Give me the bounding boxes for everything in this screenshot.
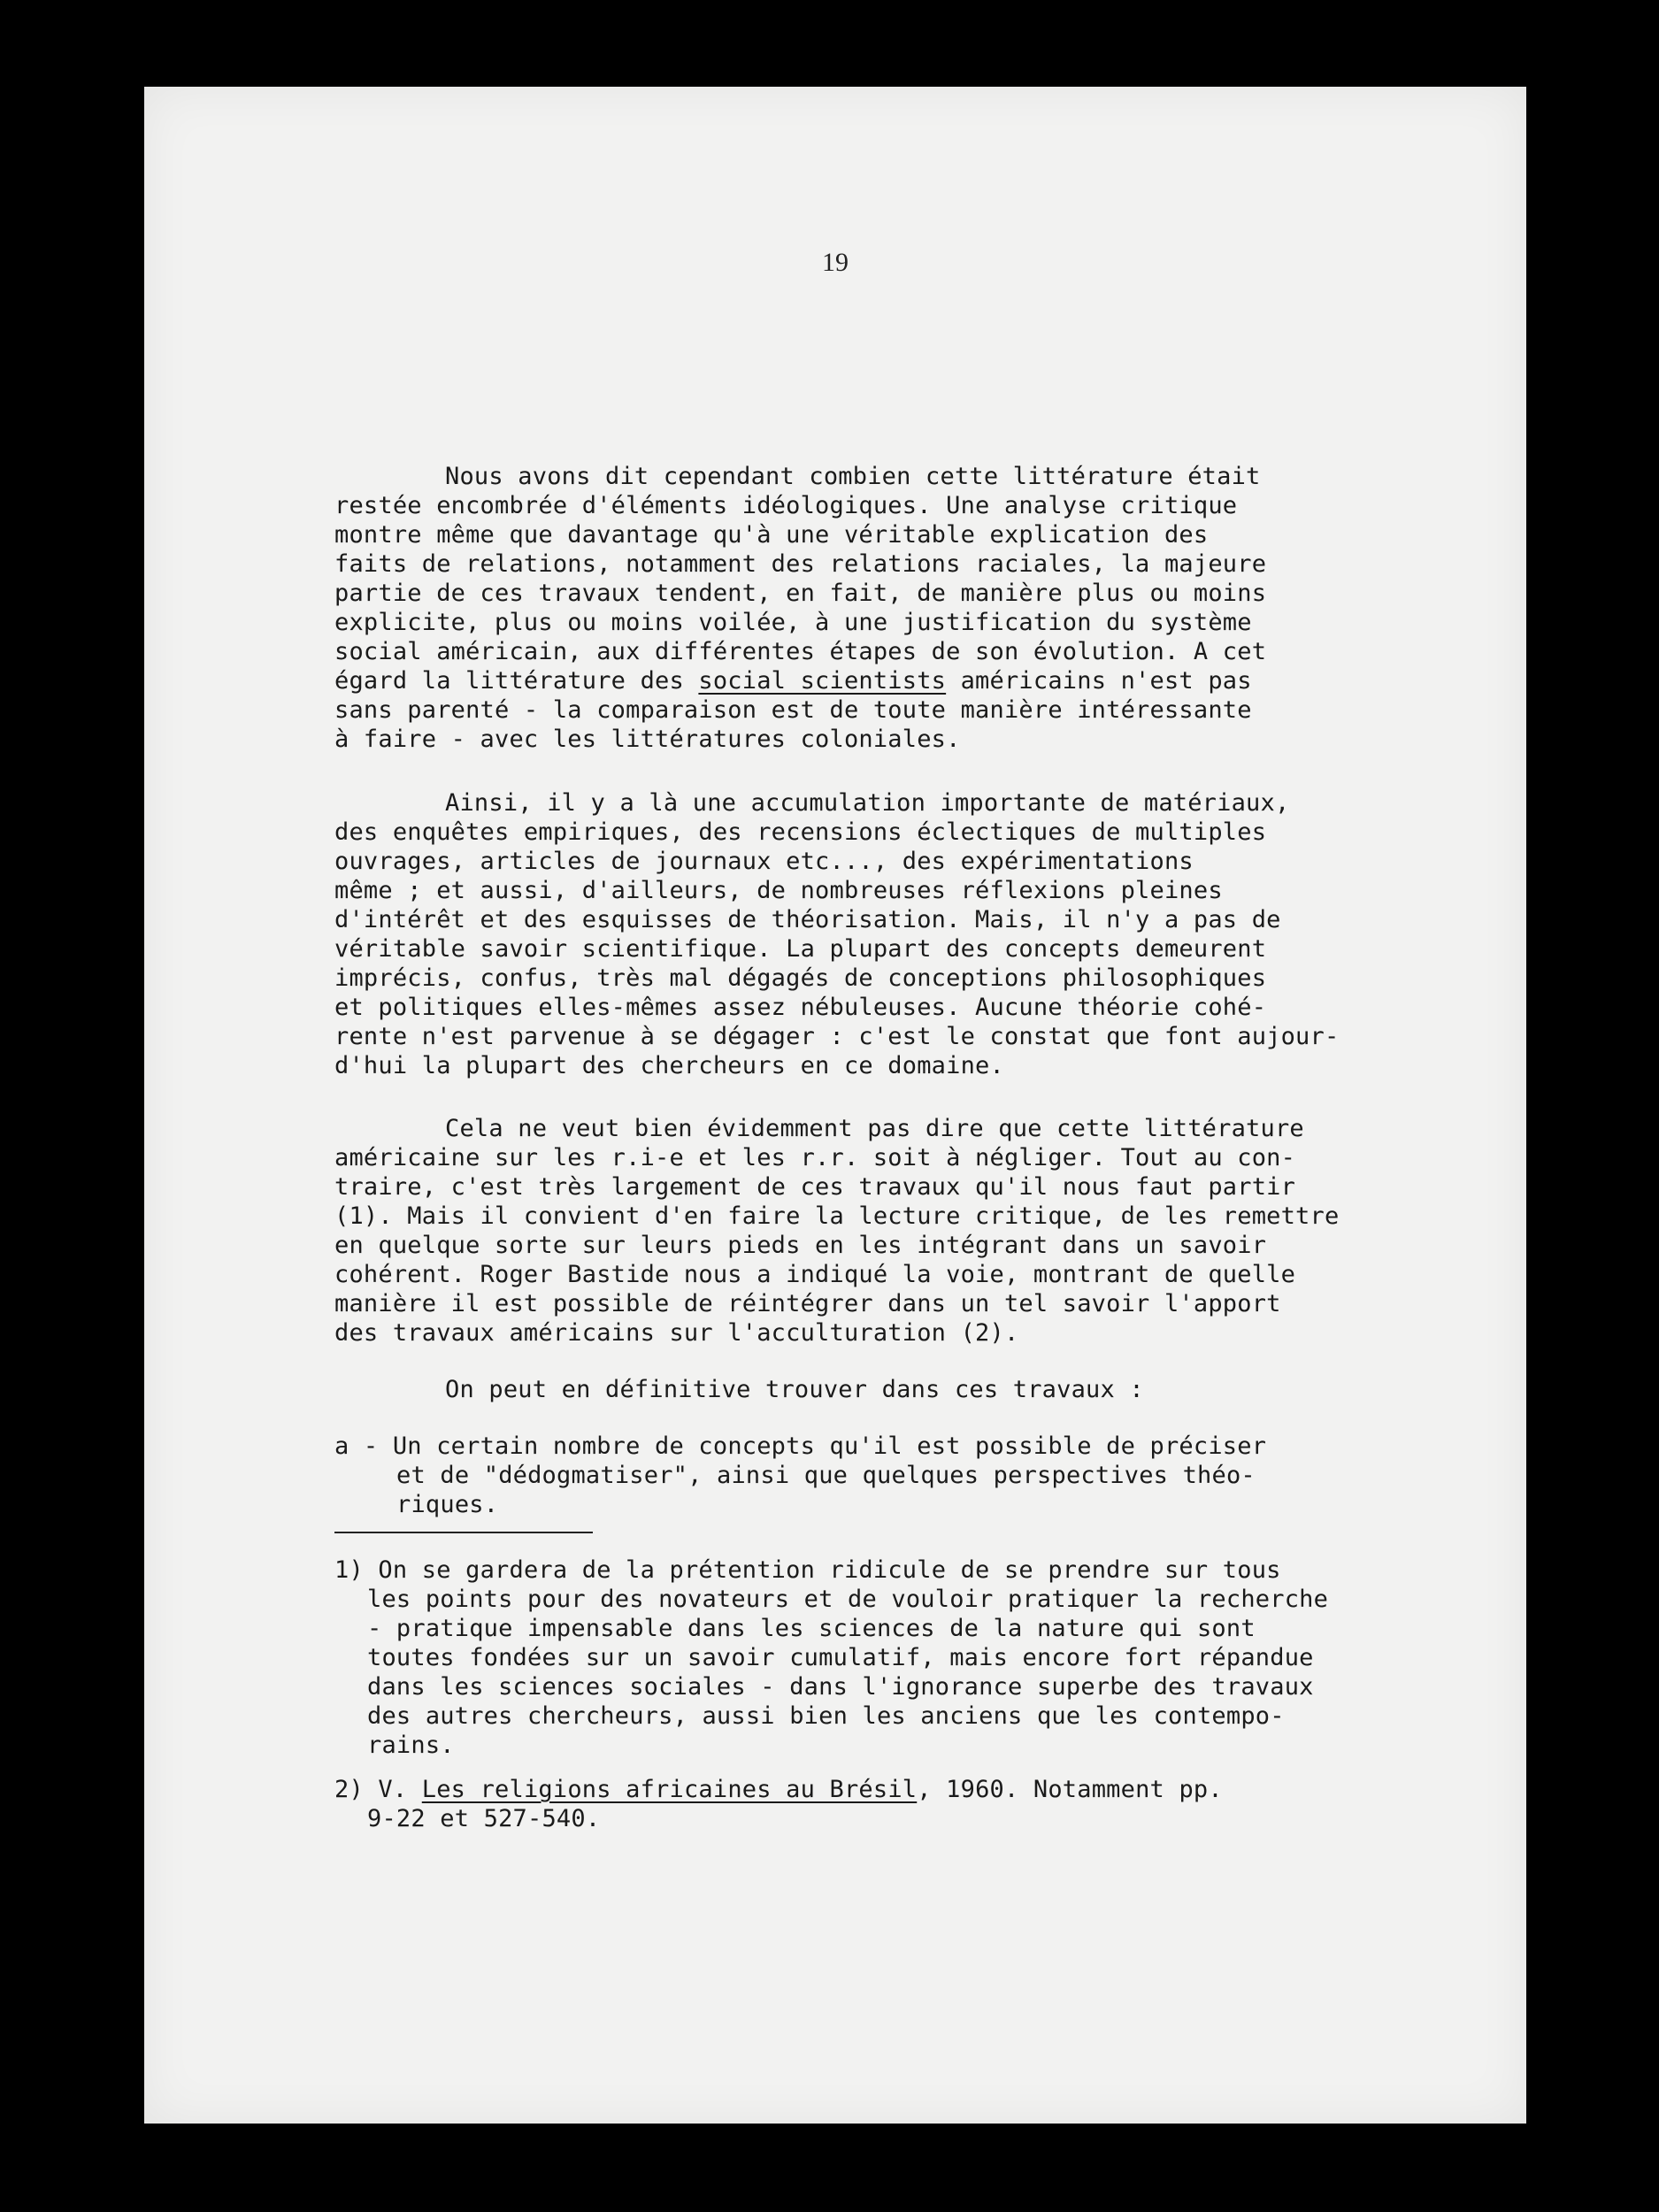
underlined-term: social scientists xyxy=(698,667,947,695)
paragraph-line: d'intérêt et des esquisses de théorisation. Mais, il n'y a pas de xyxy=(334,906,1281,933)
paragraph-line: américaine sur les r.i-e et les r.r. soit à négliger. Tout au con- xyxy=(334,1144,1296,1171)
paragraph-line: restée encombrée d'éléments idéologiques. Une analyse critique xyxy=(334,492,1238,519)
line-part: égard la littérature des xyxy=(334,667,699,695)
paragraph-line: faits de relations, notamment des relations raciales, la majeure xyxy=(334,550,1267,578)
paragraph-line: rente n'est parvenue à se dégager : c'est le constat que font aujour- xyxy=(334,1023,1340,1050)
paragraph-line: Ainsi, il y a là une accumulation importante de matériaux, xyxy=(445,789,1290,817)
page-number: 19 xyxy=(822,248,849,277)
list-item-a xyxy=(334,1432,1485,1519)
paragraph-line xyxy=(334,666,1485,695)
footnote-line: - pratique impensable dans les sciences de la nature qui sont xyxy=(367,1615,1256,1642)
list-item-text: Un certain nombre de concepts qu'il est possible de préciser xyxy=(392,1432,1267,1460)
list-marker: a - xyxy=(334,1432,379,1460)
list-item-line: riques. xyxy=(396,1491,499,1518)
footnote-line: 9-22 et 527-540. xyxy=(367,1805,601,1832)
footnote-1 xyxy=(334,1555,1485,1760)
paragraph-2 xyxy=(334,788,1485,1080)
footnote-separator xyxy=(334,1532,593,1533)
paragraph-line: On peut en définitive trouver dans ces travaux : xyxy=(445,1376,1144,1403)
footnote-text: , 1960. Notamment pp. xyxy=(917,1776,1223,1803)
footnote-line: dans les sciences sociales - dans l'ignorance superbe des travaux xyxy=(367,1673,1314,1701)
paragraph-line: Cela ne veut bien évidemment pas dire que cette littérature xyxy=(445,1115,1304,1142)
paragraph-line: partie de ces travaux tendent, en fait, de manière plus ou moins xyxy=(334,580,1267,607)
document-page xyxy=(144,87,1526,2124)
paragraph-line: d'hui la plupart des chercheurs en ce domaine. xyxy=(334,1052,1004,1079)
paragraph-line: explicite, plus ou moins voilée, à une justification du système xyxy=(334,609,1252,636)
list-item-line: et de "dédogmatiser", ainsi que quelques perspectives théo- xyxy=(396,1462,1256,1489)
paragraph-line: (1). Mais il convient d'en faire la lecture critique, de les remettre xyxy=(334,1202,1340,1230)
footnote-line xyxy=(334,1555,1485,1585)
paragraph-line: et politiques elles-mêmes assez nébuleuses. Aucune théorie cohé- xyxy=(334,994,1267,1021)
footnote-line: toutes fondées sur un savoir cumulatif, mais encore fort répandue xyxy=(367,1644,1314,1671)
paragraph-line: à faire - avec les littératures coloniales. xyxy=(334,726,961,753)
list-item-line xyxy=(334,1432,1485,1461)
paragraph-3 xyxy=(334,1114,1485,1348)
paragraph-line: même ; et aussi, d'ailleurs, de nombreuses réflexions pleines xyxy=(334,877,1223,904)
paragraph-line: en quelque sorte sur leurs pieds en les intégrant dans un savoir xyxy=(334,1232,1267,1259)
paragraph-line: imprécis, confus, très mal dégagés de conceptions philosophiques xyxy=(334,964,1267,992)
footnote-marker: 2) xyxy=(334,1776,364,1803)
paragraph-line: des enquêtes empiriques, des recensions éclectiques de multiples xyxy=(334,818,1267,846)
paragraph-line: sans parenté - la comparaison est de toute manière intéressante xyxy=(334,696,1252,724)
footnote-text: V. xyxy=(378,1776,422,1803)
footnote-line: rains. xyxy=(367,1732,455,1759)
paragraph-line: Nous avons dit cependant combien cette littérature était xyxy=(445,463,1261,490)
footnote-marker: 1) xyxy=(334,1556,364,1584)
footnote-line: les points pour des novateurs et de vouloir pratiquer la recherche xyxy=(367,1586,1329,1613)
paragraph-line: traire, c'est très largement de ces travaux qu'il nous faut partir xyxy=(334,1173,1296,1201)
paragraph-line: cohérent. Roger Bastide nous a indiqué la voie, montrant de quelle xyxy=(334,1261,1296,1288)
footnote-text: On se gardera de la prétention ridicule de se prendre sur tous xyxy=(378,1556,1281,1584)
paragraph-line: ouvrages, articles de journaux etc..., des expérimentations xyxy=(334,848,1194,875)
footnote-2 xyxy=(334,1775,1485,1833)
paragraph-line: manière il est possible de réintégrer dans un tel savoir l'apport xyxy=(334,1290,1281,1317)
underlined-book-title: Les religions africaines au Brésil xyxy=(421,1776,918,1803)
paragraph-line: social américain, aux différentes étapes de son évolution. A cet xyxy=(334,638,1267,665)
footnote-line xyxy=(334,1775,1485,1804)
line-part: américains n'est pas xyxy=(946,667,1252,695)
footnote-line: des autres chercheurs, aussi bien les anciens que les contempo- xyxy=(367,1702,1285,1730)
paragraph-1 xyxy=(334,462,1485,754)
paragraph-line: montre même que davantage qu'à une véritable explication des xyxy=(334,521,1209,549)
paragraph-4 xyxy=(334,1375,1485,1404)
paragraph-line: des travaux américains sur l'acculturation (2). xyxy=(334,1319,1019,1347)
paragraph-line: véritable savoir scientifique. La plupart des concepts demeurent xyxy=(334,935,1267,963)
